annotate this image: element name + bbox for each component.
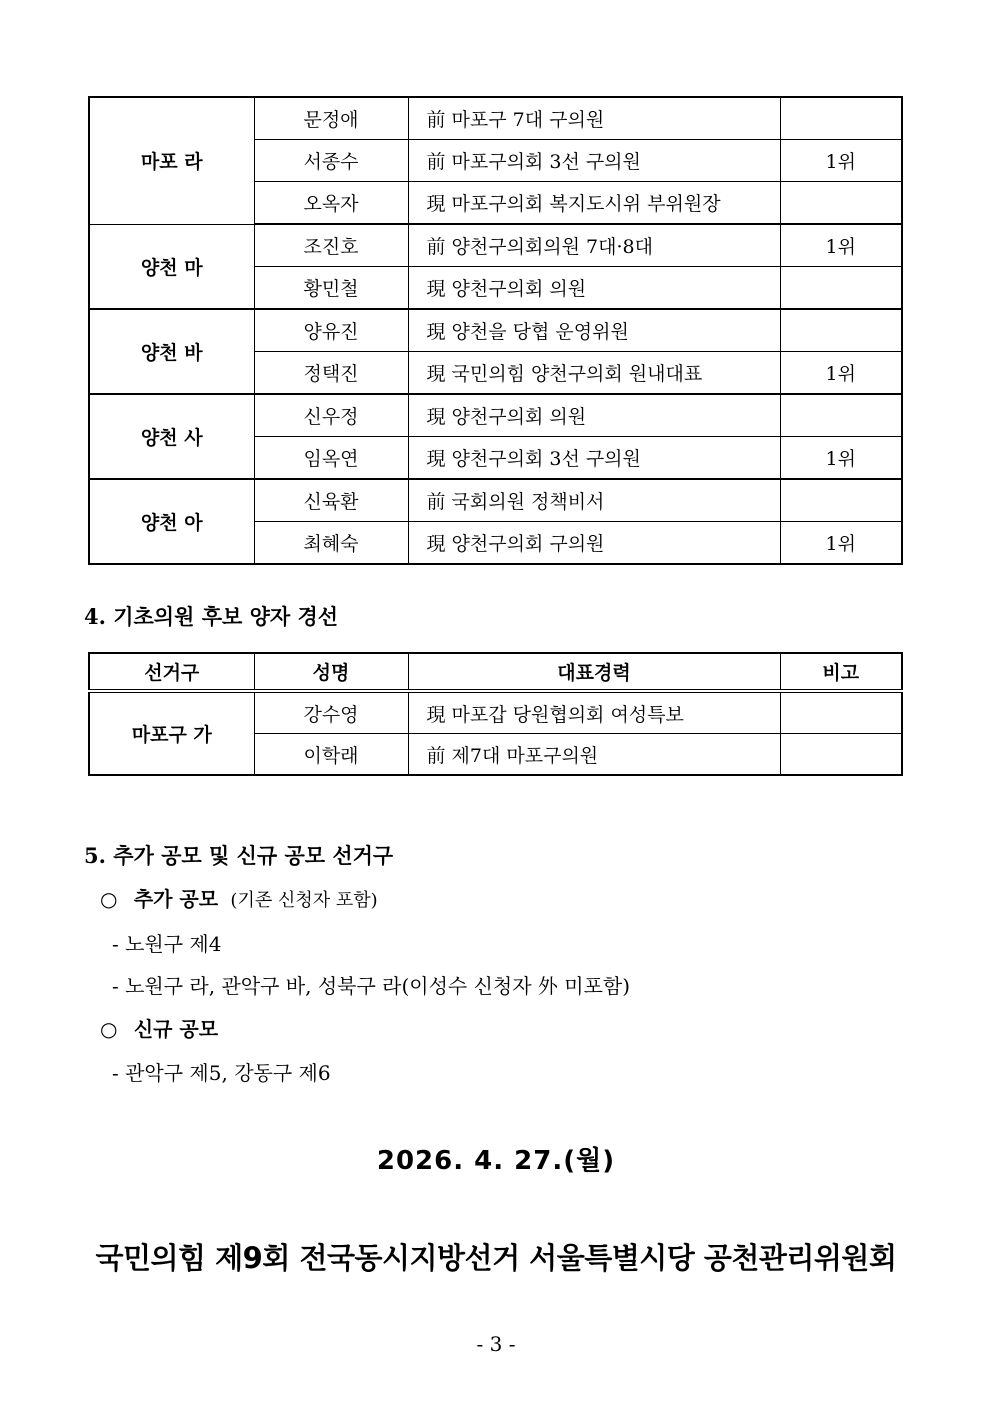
additional-recruit-label: 추가 공모 [133, 887, 219, 911]
list-item: - 관악구 제5, 강동구 제6 [112, 1061, 331, 1085]
candidate-career: 現 양천구의회 의원 [408, 394, 780, 437]
candidate-career: 前 마포구 7대 구의원 [408, 97, 780, 140]
issuing-organization: 국민의힘 제9회 전국동시지방선거 서울특별시당 공천관리위원회 [95, 1241, 897, 1275]
candidate-note: 1위 [780, 140, 902, 182]
candidate-name: 황민철 [254, 267, 408, 310]
candidate-name: 강수영 [254, 691, 408, 734]
candidate-name: 문정애 [254, 97, 408, 140]
candidate-name: 이학래 [254, 734, 408, 776]
additional-recruit-note: (기존 신청자 포함) [230, 890, 378, 911]
candidate-career: 現 양천구의회 의원 [408, 267, 780, 310]
candidate-note [780, 479, 902, 522]
candidate-name: 조진호 [254, 224, 408, 267]
district-cell: 마포 라 [89, 97, 254, 224]
new-recruit-line [100, 1013, 218, 1042]
candidate-note: 1위 [780, 522, 902, 565]
candidate-career: 前 제7대 마포구의원 [408, 734, 780, 776]
candidate-name: 최혜숙 [254, 522, 408, 565]
district-cell: 마포구 가 [89, 691, 254, 775]
candidate-note [780, 309, 902, 352]
header-district: 선거구 [89, 653, 254, 691]
district-cell: 양천 마 [89, 224, 254, 309]
candidate-career: 現 마포갑 당원협의회 여성특보 [408, 691, 780, 734]
section4-heading: 4. 기초의원 후보 양자 경선 [84, 604, 339, 629]
candidate-career: 現 양천구의회 3선 구의원 [408, 437, 780, 480]
district-cell: 양천 바 [89, 309, 254, 394]
candidate-career: 前 양천구의회의원 7대·8대 [408, 224, 780, 267]
candidate-note: 1위 [780, 437, 902, 480]
header-note: 비고 [780, 653, 902, 691]
page-number: - 3 - [476, 1332, 516, 1356]
candidate-name: 오옥자 [254, 182, 408, 225]
additional-recruit-line [100, 883, 378, 912]
candidate-note [780, 691, 902, 734]
list-item: - 노원구 제4 [112, 932, 222, 956]
candidate-note [780, 97, 902, 140]
candidate-note [780, 734, 902, 776]
candidate-table-primary [88, 96, 903, 565]
header-career: 대표경력 [408, 653, 780, 691]
new-recruit-label: 신규 공모 [133, 1017, 219, 1041]
bullet-icon: ○ [100, 1017, 118, 1041]
candidate-note [780, 394, 902, 437]
candidate-name: 임옥연 [254, 437, 408, 480]
document-date: 2026. 4. 27.(월) [376, 1146, 616, 1176]
candidate-table-runoff [88, 652, 903, 776]
district-cell: 양천 사 [89, 394, 254, 479]
header-name: 성명 [254, 653, 408, 691]
candidate-note [780, 267, 902, 310]
candidate-name: 신육환 [254, 479, 408, 522]
candidate-name: 신우정 [254, 394, 408, 437]
candidate-career: 現 마포구의회 복지도시위 부위원장 [408, 182, 780, 225]
candidate-note: 1위 [780, 352, 902, 395]
candidate-note: 1위 [780, 224, 902, 267]
list-item: - 노원구 라, 관악구 바, 성북구 라(이성수 신청자 外 미포함) [112, 974, 631, 998]
district-cell: 양천 아 [89, 479, 254, 564]
candidate-note [780, 182, 902, 225]
candidate-career: 現 양천구의회 구의원 [408, 522, 780, 565]
bullet-icon: ○ [100, 887, 118, 911]
candidate-name: 정택진 [254, 352, 408, 395]
candidate-career: 現 국민의힘 양천구의회 원내대표 [408, 352, 780, 395]
candidate-career: 前 마포구의회 3선 구의원 [408, 140, 780, 182]
candidate-name: 양유진 [254, 309, 408, 352]
candidate-career: 前 국회의원 정책비서 [408, 479, 780, 522]
section5-heading: 5. 추가 공모 및 신규 공모 선거구 [84, 843, 394, 868]
candidate-career: 現 양천을 당협 운영위원 [408, 309, 780, 352]
candidate-name: 서종수 [254, 140, 408, 182]
